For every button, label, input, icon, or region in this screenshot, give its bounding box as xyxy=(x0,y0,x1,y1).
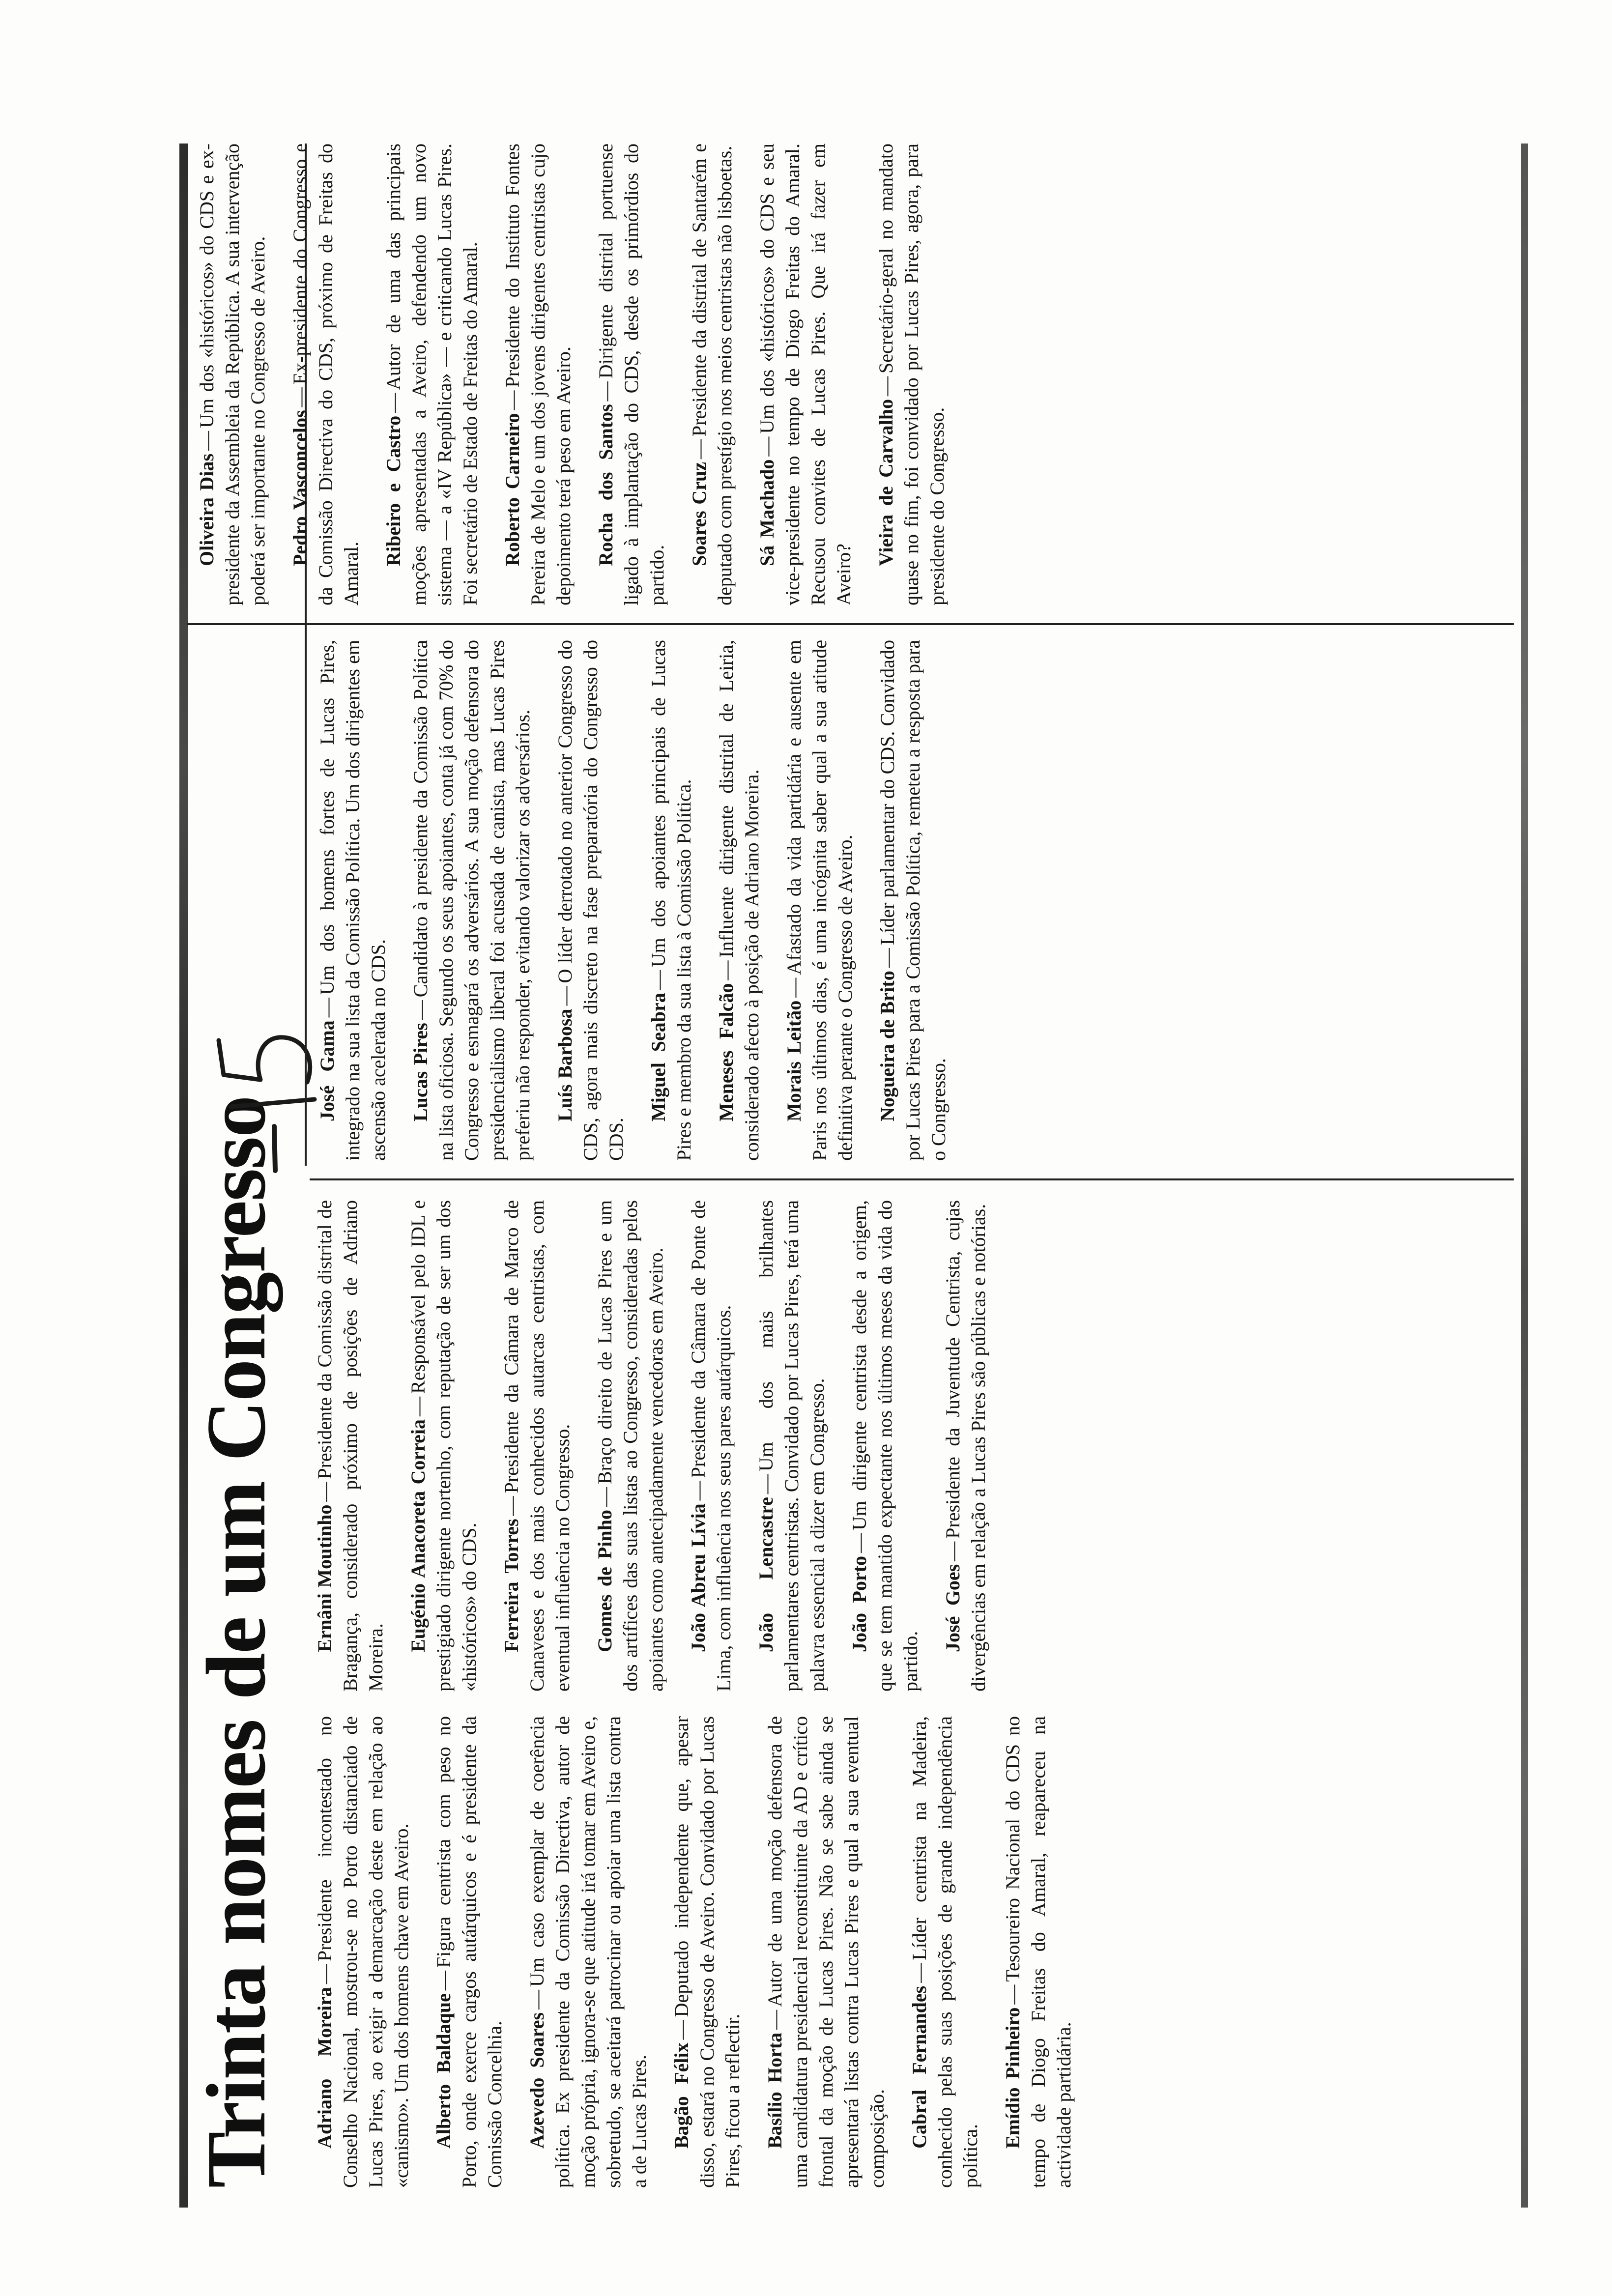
entry-dash: — xyxy=(1002,1984,1024,2005)
column-rule-left xyxy=(310,1178,1514,1180)
entry-dash: — xyxy=(688,439,710,459)
entry-dash: — xyxy=(942,1541,964,1561)
entry-text: Candidato à presidente da Comissão Política na lista oficiosa. Segundo os seus apoiantes, conta já com 70% do Congresso e esmagará os adversários. A sua moção defensora do presidencialismo liberal foi acusada de canista, mas Lucas Pires preferiu não responder, evitando valorizar os adversários. xyxy=(409,639,534,1161)
handwritten-mark xyxy=(202,1008,329,1185)
entry-dash: — xyxy=(409,1000,432,1020)
name-entry xyxy=(714,640,765,1161)
entry-dash: — xyxy=(501,390,523,410)
entry-name: João Lencastre xyxy=(755,1497,777,1652)
entry-text: Um dos apoiantes principais de Lucas Pires e membro da sua lista à Comissão Política. xyxy=(647,640,695,1161)
entry-dash: — xyxy=(500,1496,522,1516)
name-entry xyxy=(646,640,697,1161)
entry-text: Um dirigente centrista desde a origem, que se tem mantido expectante nos últimos meses da vida do partido. xyxy=(848,1200,921,1692)
article-column-2 xyxy=(312,1200,1008,1692)
entry-name: Lucas Pires xyxy=(409,1023,432,1121)
name-entry xyxy=(381,144,483,605)
entry-text: Secretário-geral no mandato quase no fim, foi convidado por Lucas Pires, agora, para presidente do Congresso. xyxy=(875,143,948,605)
entry-name: Soares Cruz xyxy=(688,462,710,566)
entry-name: Sá Machado xyxy=(756,459,778,566)
name-entry xyxy=(781,640,858,1161)
entry-text: Líder centrista na Madeira, conhecido pelas suas posições de grande independência política. xyxy=(908,1716,981,2188)
name-entry xyxy=(687,144,738,605)
entry-name: Morais Leitão xyxy=(783,1000,805,1121)
entry-dash: — xyxy=(647,970,669,990)
entry-name: Ferreira Torres xyxy=(500,1519,522,1652)
entry-text: Tesoureiro Nacional do CDS no tempo de Diogo Freitas do Amaral, reapareceu na actividade partidária. xyxy=(1002,1716,1075,2188)
name-entry xyxy=(875,640,951,1161)
article-column-4 xyxy=(194,144,967,605)
entry-name: Meneses Falcão xyxy=(715,983,737,1121)
name-entry xyxy=(194,144,271,605)
entry-dash: — xyxy=(289,387,311,407)
entry-name: Rocha dos Santos xyxy=(595,404,617,566)
entry-text: Dirigente distrital portuense ligado à implantação do CDS, desde os primórdios do partido. xyxy=(595,144,668,605)
entry-text: Presidente da Juventude Centrista, cujas divergências em relação a Lucas Pires são públicas e notórias. xyxy=(942,1200,989,1692)
entry-name: Luís Barbosa xyxy=(554,1008,576,1121)
name-entry xyxy=(315,640,391,1161)
entry-name: Miguel Seabra xyxy=(647,993,669,1121)
name-entry xyxy=(431,1716,508,2188)
name-entry xyxy=(312,1200,389,1692)
name-entry xyxy=(593,144,670,605)
entry-name: Azevedo Soares xyxy=(526,2012,548,2149)
entry-dash: — xyxy=(764,2009,786,2030)
name-entry xyxy=(524,1716,652,2188)
entry-name: Oliveira Dias xyxy=(196,453,218,566)
entry-text: Presidente da Câmara de Marco de Canaveses e dos mais conhecidos autarcas centristas, com eventual influência no Congresso. xyxy=(500,1200,574,1692)
entry-text: Presidente da Câmara de Ponte de Lima, com influência nos seus pares autárquicos. xyxy=(687,1200,735,1692)
entry-dash: — xyxy=(875,376,897,396)
article-column-1 xyxy=(312,1716,1094,2188)
entry-dash: — xyxy=(783,977,805,998)
entry-dash: — xyxy=(316,998,338,1018)
handwritten-mark-five xyxy=(219,1037,310,1082)
entry-name: Cabral Fernandes xyxy=(908,1985,930,2149)
entry-dash: — xyxy=(196,430,218,451)
name-entry xyxy=(907,1716,983,2188)
entry-name: Ribeiro e Castro xyxy=(382,415,404,566)
entry-name: Pedro Vasconcelos xyxy=(289,410,311,566)
name-entry xyxy=(762,1716,890,2188)
entry-text: Presidente da Comissão distrital de Bragança, considerado próximo de posições de Adriano Moreira. xyxy=(314,1200,387,1692)
entry-dash: — xyxy=(594,1487,616,1507)
entry-name: Ernâni Moutinho xyxy=(314,1504,336,1652)
name-entry xyxy=(405,1200,482,1692)
entry-name: Roberto Carneiro xyxy=(501,413,523,566)
entry-text: Presidente da distrital de Santarém e deputado com prestígio nos meios centristas não lisboetas. xyxy=(688,144,736,605)
headline: Trinta nomes de um Congresso xyxy=(190,1096,283,2188)
entry-name: João Porto xyxy=(848,1556,870,1652)
entry-dash: — xyxy=(526,1989,548,2009)
name-entry xyxy=(753,1200,830,1692)
entry-dash: — xyxy=(382,393,404,413)
name-entry xyxy=(552,640,629,1161)
entry-name: Alberto Baldaque xyxy=(432,1993,455,2149)
bottom-dark-bar xyxy=(1521,144,1528,2208)
entry-text: Um dos «históricos» do CDS e ex-presidente da Assembleia da República. A sua intervenção poderá ser importante no Congresso de Aveiro. xyxy=(196,144,269,605)
entry-dash: — xyxy=(554,986,576,1006)
entry-text: Um caso exemplar de coerência política. Ex presidente da Comissão Directiva, autor de moção própria, ignora-se que atitude irá tomar em Aveiro e, sobretudo, se aceitará patrocinar ou apoiar uma lista contra a de Lucas Pires. xyxy=(526,1716,650,2188)
article-column-3 xyxy=(315,640,968,1161)
name-entry xyxy=(1000,1716,1077,2188)
entry-text: Ex-presidente do Congresso e da Comissão Directiva do CDS, próximo de Freitas do Amaral. xyxy=(289,144,362,605)
entry-dash: — xyxy=(670,2020,692,2040)
entry-text: Autor de uma das principais moções apresentadas a Aveiro, defendendo um novo sistema — a «IV República» — e criticando Lucas Pires. Foi secretário de Estado de Freitas do Amaral. xyxy=(382,143,481,605)
name-entry xyxy=(669,1716,746,2188)
name-entry xyxy=(686,1200,737,1692)
entry-text: Responsável pelo IDL e prestigiado dirigente nortenho, com reputação de ser um dos «históricos» do CDS. xyxy=(407,1200,480,1692)
handwritten-mark-one xyxy=(231,1099,315,1107)
entry-text: Figura centrista com peso no Porto, onde exerce cargos autárquicos e é presidente da Comissão Concelhia. xyxy=(432,1716,506,2188)
name-entry xyxy=(592,1200,669,1692)
entry-text: Líder parlamentar do CDS. Convidado por Lucas Pires para a Comissão Política, remeteu a resposta para o Congresso. xyxy=(876,639,950,1161)
handwritten-mark-dash xyxy=(274,1126,275,1171)
entry-dash: — xyxy=(756,436,778,457)
column-rule-right xyxy=(187,623,1514,625)
entry-name: José Goes xyxy=(942,1564,964,1652)
entry-name: Nogueira de Brito xyxy=(876,971,898,1121)
entry-name: Bagão Félix xyxy=(670,2042,692,2149)
entry-dash: — xyxy=(314,1482,336,1502)
name-entry xyxy=(847,1200,923,1692)
entry-dash: — xyxy=(432,1971,455,1991)
top-dark-bar xyxy=(179,144,188,2208)
entry-text: O líder derrotado no anterior Congresso do CDS, agora mais discreto na fase preparatória do Congresso do CDS. xyxy=(554,640,627,1161)
entry-name: Basílio Horta xyxy=(764,2032,786,2149)
entry-dash: — xyxy=(876,948,898,968)
name-entry xyxy=(873,144,950,605)
entry-text: Presidente incontestado no Conselho Nacional, mostrou-se no Porto distanciado de Lucas Pires, ao exigir a demarcação deste em relação ao «canismo». Um dos homens chave em Aveiro. xyxy=(314,1716,412,2188)
entry-name: Adriano Moreira xyxy=(314,1987,336,2149)
entry-dash: — xyxy=(595,381,617,402)
entry-dash: — xyxy=(407,1396,429,1416)
name-entry xyxy=(312,1716,414,2188)
entry-name: José Gama xyxy=(316,1020,338,1121)
entry-name: Vieira de Carvalho xyxy=(875,399,897,566)
name-entry xyxy=(754,144,857,605)
entry-name: Eugénio Anacoreta Correia xyxy=(407,1419,429,1652)
entry-text: Deputado independente que, apesar disso, estará no Congresso de Aveiro. Convidado por Lucas Pires, ficou a reflectir. xyxy=(670,1716,744,2188)
entry-dash: — xyxy=(755,1474,777,1494)
name-entry xyxy=(288,144,364,605)
entry-dash: — xyxy=(848,1533,870,1553)
entry-name: João Abreu Lívia xyxy=(687,1503,709,1652)
entry-text: Braço direito de Lucas Pires e um dos artífices das suas listas ao Congresso, consideradas pelos apoiantes como antecipadamente vencedoras em Aveiro. xyxy=(594,1200,667,1692)
name-entry xyxy=(500,144,576,605)
name-entry xyxy=(940,1200,991,1692)
entry-dash: — xyxy=(314,1964,336,1984)
entry-name: Emídio Pinheiro xyxy=(1002,2007,1024,2149)
name-entry xyxy=(499,1200,576,1692)
entry-dash: — xyxy=(687,1481,709,1501)
entry-text: Um dos mais brilhantes parlamentares centristas. Convidado por Lucas Pires, terá uma palavra essencial a dizer em Congresso. xyxy=(755,1200,828,1692)
entry-name: Gomes de Pinho xyxy=(594,1510,616,1652)
entry-text: Influente dirigente distrital de Leiria, considerado afecto à posição de Adriano Moreira. xyxy=(715,640,763,1161)
entry-text: Presidente do Instituto Fontes Pereira de Melo e um dos jovens dirigentes centristas cujo depoimento terá peso em Aveiro. xyxy=(501,143,575,605)
entry-text: Um dos homens fortes de Lucas Pires, integrado na sua lista da Comissão Política. Um dos dirigentes em ascensão acelerada no CDS. xyxy=(316,640,389,1161)
entry-dash: — xyxy=(908,1963,930,1983)
entry-text: Autor de uma moção defensora de uma candidatura presidencial reconstituinte da AD e crítico frontal da moção de Lucas Pires. Não se sabe ainda se apresentará listas contra Lucas Pires e qual a sua eventual composição. xyxy=(764,1716,888,2188)
entry-text: Afastado da vida partidária e ausente em Paris nos últimos dias, é uma incógnita saber qual a sua atitude definitiva perante o Congresso de Aveiro. xyxy=(783,640,856,1161)
entry-dash: — xyxy=(715,960,737,980)
name-entry xyxy=(408,640,536,1161)
entry-text: Um dos «históricos» do CDS e seu vice-presidente no tempo de Diogo Freitas do Amaral. Recusou convites de Lucas Pires. Que irá fazer em Aveiro? xyxy=(756,143,855,605)
